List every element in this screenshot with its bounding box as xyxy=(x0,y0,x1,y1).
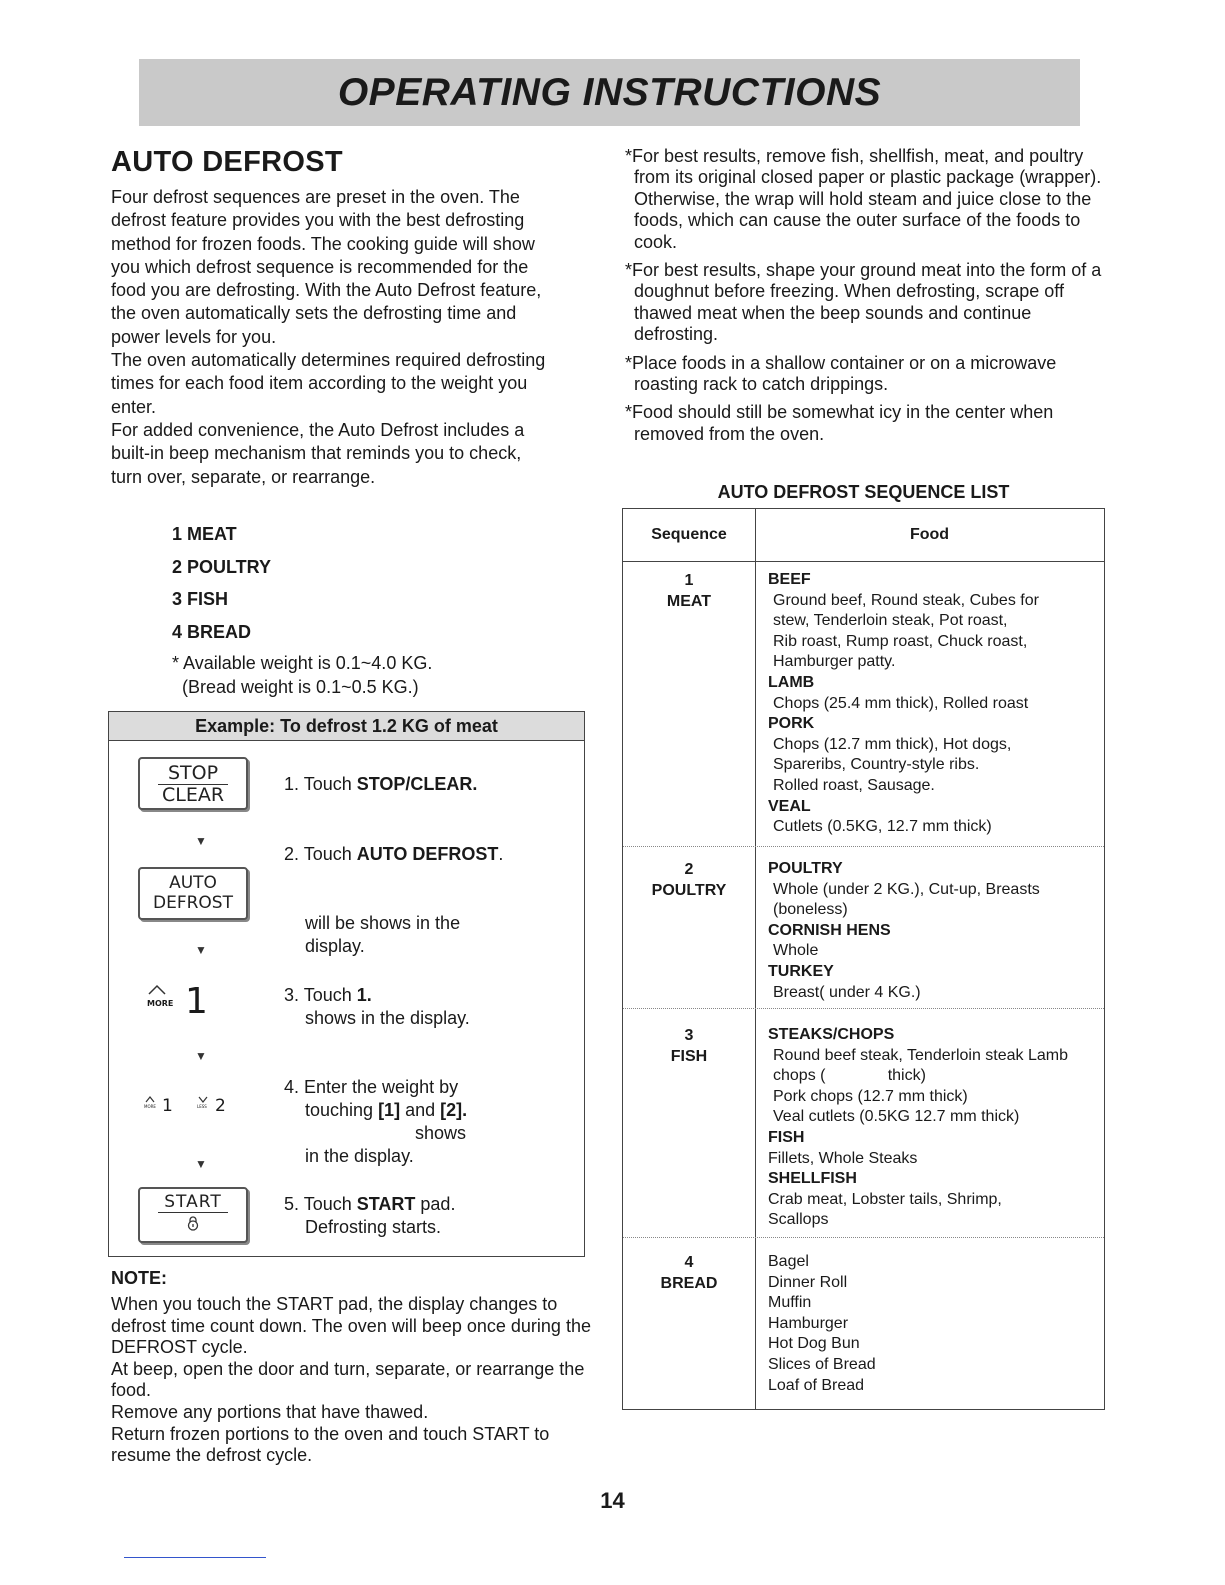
start-key-label: START xyxy=(164,1192,222,1212)
food-item: Veal cutlets (0.5KG 12.7 mm thick) xyxy=(773,1108,1020,1126)
chevron-up-icon xyxy=(145,1096,155,1103)
page-title: OPERATING INSTRUCTIONS xyxy=(337,70,882,114)
sequence-cell xyxy=(623,1252,755,1294)
sequence-number: 2 xyxy=(684,861,694,878)
step-key-name: [2]. xyxy=(440,1100,468,1120)
food-item: (boneless) xyxy=(773,901,848,919)
row-divider xyxy=(623,1008,1104,1009)
sequence-table xyxy=(622,508,1105,1410)
weight-note xyxy=(172,651,432,699)
food-header: Food xyxy=(909,526,950,543)
step-4 xyxy=(284,1076,467,1168)
start-key xyxy=(138,1187,248,1243)
step-key-name: 1. xyxy=(356,985,372,1005)
step-key-name: [1] xyxy=(378,1100,401,1120)
less-key-label: LESS xyxy=(197,1104,207,1109)
row-divider xyxy=(623,846,1104,847)
step-text: and xyxy=(400,1100,441,1120)
food-item: Chops (25.4 mm thick), Rolled roast xyxy=(773,694,1029,712)
chevron-up-icon xyxy=(148,984,166,995)
food-item: Hot Dog Bun xyxy=(768,1335,860,1353)
tip-item: *For best results, remove fish, shellfish, meat, and poultry from its original closed paper or plastic package (wrapper). Otherwise, the wrap will hold steam and juice close to the foods, which can cause the outer surface of the foods to cook. xyxy=(625,146,1102,252)
intro-text xyxy=(111,186,551,489)
food-category: LAMB xyxy=(768,673,815,691)
food-item: Slices of Bread xyxy=(768,1355,876,1373)
sequence-cell xyxy=(623,570,755,612)
step-2-detail xyxy=(284,912,460,958)
sequence-item: 4 BREAD xyxy=(172,621,252,642)
sequence-name: MEAT xyxy=(666,593,712,610)
note-line: Return frozen portions to the oven and touch START to resume the defrost cycle. xyxy=(111,1423,550,1466)
page-number: 14 xyxy=(600,1488,625,1513)
food-item: Round beef steak, Tenderloin steak Lamb xyxy=(773,1046,1069,1064)
one-key-label: 1 xyxy=(162,1096,173,1116)
step-key-name: AUTO DEFROST xyxy=(356,844,499,864)
food-item: Dinner Roll xyxy=(768,1273,848,1291)
food-category: VEAL xyxy=(768,797,811,815)
step-text: Defrosting starts. xyxy=(305,1217,442,1237)
column-divider xyxy=(755,509,756,1409)
tip-item: *For best results, shape your ground meat into the form of a doughnut before freezing. When defrosting, scrape off thawed meat when the beep sounds and continue defrosting. xyxy=(625,260,1102,345)
key-divider xyxy=(158,1212,228,1213)
food-cell xyxy=(768,859,1098,1003)
step-5 xyxy=(284,1193,455,1239)
step-text: 3. Touch xyxy=(284,985,357,1005)
food-item: Hamburger patty. xyxy=(773,653,896,671)
step-text: 4. Enter the weight by xyxy=(284,1077,459,1097)
food-item: Whole (under 2 KG.), Cut-up, Breasts xyxy=(773,880,1040,898)
food-item: Muffin xyxy=(768,1294,812,1312)
stop-key-label: STOP xyxy=(167,762,219,784)
step-3 xyxy=(284,984,470,1030)
down-arrow-icon: ▼ xyxy=(195,1157,207,1171)
note-line: Remove any portions that have thawed. xyxy=(111,1401,429,1422)
two-key-label: 2 xyxy=(215,1096,226,1116)
more-1-key xyxy=(147,982,217,1026)
food-item: Rib roast, Rump roast, Chuck roast, xyxy=(773,632,1028,650)
sequence-cell xyxy=(623,859,755,901)
food-item: Scallops xyxy=(768,1211,829,1229)
food-item: Loaf of Bread xyxy=(768,1376,865,1394)
step-text: in the display. xyxy=(305,1146,414,1166)
header-bar xyxy=(139,59,1080,126)
step-text: will be shows in the xyxy=(305,913,461,933)
defrost-key-label: DEFROST xyxy=(153,893,233,913)
food-cell xyxy=(768,1252,1098,1396)
down-arrow-icon: ▼ xyxy=(195,1049,207,1063)
sequence-list xyxy=(172,522,271,652)
step-text: 2. Touch xyxy=(284,844,357,864)
down-arrow-icon: ▼ xyxy=(195,834,207,848)
food-item: Spareribs, Country-style ribs. xyxy=(773,756,980,774)
food-item: Ground beef, Round steak, Cubes for xyxy=(773,591,1039,609)
header-divider xyxy=(623,561,1104,562)
more-key-label: MORE xyxy=(144,1104,156,1109)
more-1-small-key xyxy=(144,1095,184,1119)
food-category: POULTRY xyxy=(768,860,843,877)
footer-line xyxy=(124,1557,266,1558)
tips xyxy=(625,146,1105,452)
sequence-item: 2 POULTRY xyxy=(172,556,272,577)
auto-key-label: AUTO xyxy=(169,873,217,893)
down-arrow-icon: ▼ xyxy=(195,943,207,957)
step-text: 5. Touch xyxy=(284,1194,357,1214)
step-2 xyxy=(284,843,503,866)
sequence-name: BREAD xyxy=(660,1275,718,1292)
example-title: Example: To defrost 1.2 KG of meat xyxy=(109,712,584,741)
step-text: display. xyxy=(305,936,365,956)
intro-paragraph: The oven automatically determines required defrosting times for each food item according to the weight you enter. xyxy=(111,350,546,417)
intro-paragraph: For added convenience, the Auto Defrost includes a built-in beep mechanism that reminds you to check, turn over, separate, or rearrange. xyxy=(111,419,525,487)
one-key-label: 1 xyxy=(185,981,208,1022)
sequence-item: 3 FISH xyxy=(172,589,229,609)
tip-item: *Place foods in a shallow container or on a microwave roasting rack to catch drippings. xyxy=(625,352,1057,395)
sequence-number: 1 xyxy=(684,572,694,589)
clear-key-label: CLEAR xyxy=(161,784,225,806)
food-category: TURKEY xyxy=(768,962,834,980)
food-cell xyxy=(768,570,1098,838)
step-text: touching xyxy=(305,1100,379,1120)
note-body xyxy=(111,1294,591,1467)
section-title: AUTO DEFROST xyxy=(111,146,343,178)
sequence-number: 4 xyxy=(684,1254,694,1271)
food-item: Hamburger xyxy=(768,1314,849,1332)
food-category: BEEF xyxy=(768,571,811,588)
food-category: CORNISH HENS xyxy=(768,921,891,939)
step-text: . xyxy=(498,844,504,864)
sequence-name: POULTRY xyxy=(651,882,727,899)
sequence-header: Sequence xyxy=(651,526,727,543)
food-category: FISH xyxy=(768,1128,805,1146)
food-item: Fillets, Whole Steaks xyxy=(768,1149,918,1167)
food-category: SHELLFISH xyxy=(768,1170,857,1188)
step-key-name: STOP/CLEAR. xyxy=(356,774,478,794)
lock-icon xyxy=(185,1215,201,1231)
step-text: shows xyxy=(415,1123,467,1143)
sequence-name: FISH xyxy=(670,1048,708,1065)
step-text: 1. Touch xyxy=(284,774,357,794)
table-title: AUTO DEFROST SEQUENCE LIST xyxy=(717,482,1010,502)
note-title: NOTE: xyxy=(111,1268,167,1288)
weight-note-line: * Available weight is 0.1~4.0 KG. xyxy=(172,653,433,673)
sequence-number: 3 xyxy=(684,1027,694,1044)
sequence-item: 1 MEAT xyxy=(172,524,237,544)
step-key-name: START xyxy=(356,1194,416,1214)
food-cell xyxy=(768,1025,1098,1231)
food-item: Bagel xyxy=(768,1253,809,1270)
note-line: At beep, open the door and turn, separate, or rearrange the food. xyxy=(111,1358,585,1401)
food-item: Chops (12.7 mm thick), Hot dogs, xyxy=(773,735,1012,753)
example-box xyxy=(108,711,585,1257)
food-item: stew, Tenderloin steak, Pot roast, xyxy=(773,612,1008,630)
weight-note-line: (Bread weight is 0.1~0.5 KG.) xyxy=(182,677,419,697)
step-1 xyxy=(284,773,477,796)
chevron-down-icon xyxy=(198,1096,208,1103)
tip-item: *Food should still be somewhat icy in the center when removed from the oven. xyxy=(625,402,1054,444)
sequence-cell xyxy=(623,1025,755,1067)
step-text xyxy=(284,1099,467,1122)
note-line: When you touch the START pad, the display changes to defrost time count down. The oven will beep once during the DEFROST cycle. xyxy=(111,1294,591,1358)
row-divider xyxy=(623,1237,1104,1238)
food-category: PORK xyxy=(768,715,815,733)
food-category: STEAKS/CHOPS xyxy=(768,1026,895,1043)
less-2-small-key xyxy=(197,1095,237,1119)
more-key-label: MORE xyxy=(147,999,174,1008)
food-item: Breast( under 4 KG.) xyxy=(773,983,921,1001)
auto-defrost-key xyxy=(138,867,248,920)
food-item: Cutlets (0.5KG, 12.7 mm thick) xyxy=(773,818,992,836)
step-text: shows in the display. xyxy=(305,1008,470,1028)
food-item: chops ( thick) xyxy=(773,1067,926,1085)
food-item: Pork chops (12.7 mm thick) xyxy=(773,1087,968,1105)
food-item: Whole xyxy=(773,942,819,960)
step-text: pad. xyxy=(415,1194,456,1214)
stop-clear-key xyxy=(138,757,248,810)
food-item: Rolled roast, Sausage. xyxy=(773,776,935,794)
intro-paragraph: Four defrost sequences are preset in the oven. The defrost feature provides you with the best defrosting method for frozen foods. The cooking guide will show you which defrost sequence is recommended for the food you are defrosting. With the Auto Defrost feature, the oven automatically sets the defrosting time and power levels for you. xyxy=(111,187,542,347)
food-item: Crab meat, Lobster tails, Shrimp, xyxy=(768,1190,1002,1208)
